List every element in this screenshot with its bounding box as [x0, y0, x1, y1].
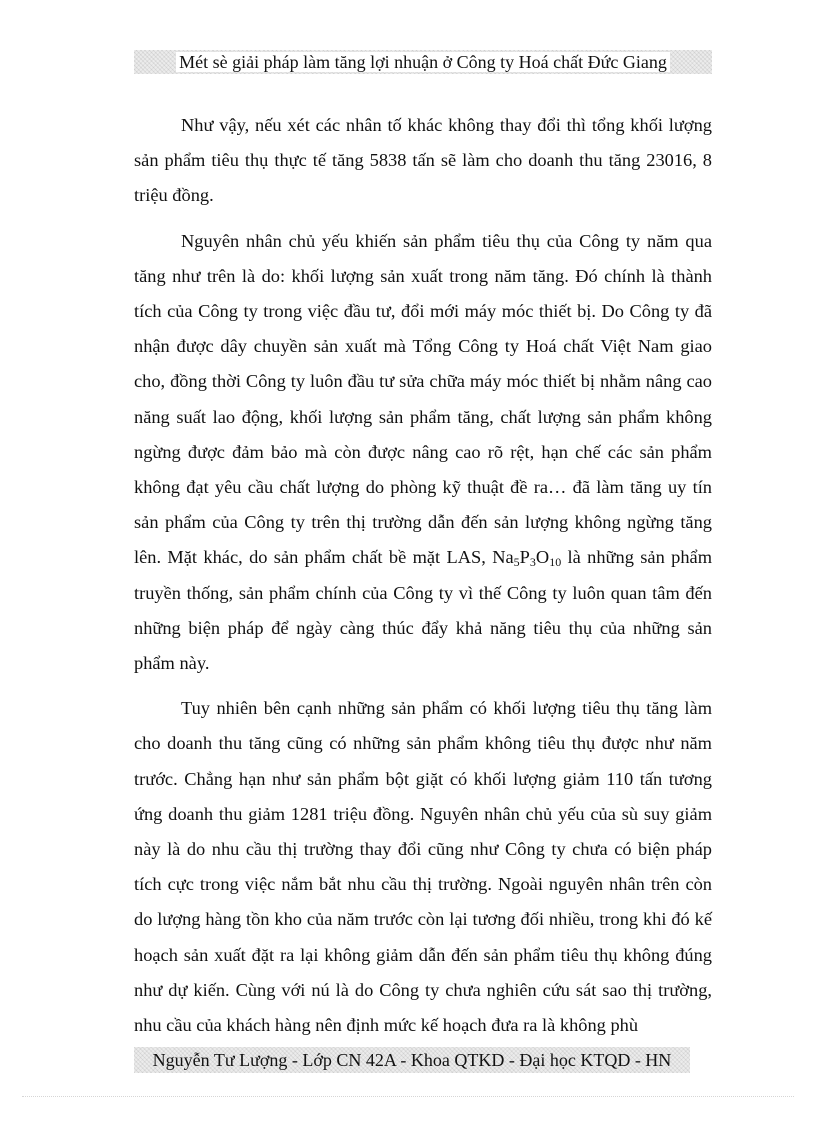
paragraph-2-end: là những sản phẩm truyền thống, sản phẩm chính của Công ty vì thế Công ty luôn quan tâm đến những biện pháp để ngày càng thúc đẩy khả năng tiêu thụ của những sản phẩm này.	[134, 547, 712, 674]
paragraph-2-start: Nguyên nhân chủ yếu khiến sản phẩm tiêu thụ của Công ty năm qua tăng như trên là do: khối lượng sản xuất trong năm tăng. Đó chính là thành tích của Công ty trong việc đầu tư, đổi mới máy móc thiết bị. Do Công ty đã nhận được dây chuyền sản xuất mà Tổng Công ty Hoá chất Việt Nam giao cho, đồng thời Công ty luôn đầu tư sửa chữa máy móc thiết bị nhằm nâng cao năng suất lao động, khối lượng sản phẩm tăng, chất lượng sản phẩm không ngừng được đảm bảo mà còn được nâng cao rõ rệt, hạn chế các sản phẩm không đạt yêu cầu chất lượng do phòng kỹ thuật đề ra… đã làm tăng uy tín sản phẩm của Công ty trên thị trường dẫn đến sản lượng không ngừng tăng lên. Mặt khác, do sản phẩm chất bề mặt LAS, Na	[134, 230, 712, 568]
formula-sub-p: 3	[529, 555, 536, 570]
header-title-text: Mét sè giải pháp làm tăng lợi nhuận ở Công ty Hoá chất Đức Giang	[176, 52, 670, 72]
formula-o: O	[535, 547, 550, 568]
paragraph-3: Tuy nhiên bên cạnh những sản phẩm có khối lượng tiêu thụ tăng làm cho doanh thu tăng cũng có những sản phẩm không tiêu thụ được như năm trước. Chẳng hạn như sản phẩm bột giặt có khối lượng giảm 110 tấn tương ứng doanh thu giảm 1281 triệu đồng. Nguyên nhân chủ yếu của sù suy giảm này là do nhu cầu thị trường thay đổi cũng như Công ty chưa có biện pháp tích cực trong việc nắm bắt nhu cầu thị trường. Ngoài nguyên nhân trên còn do lượng hàng tồn kho của năm trước còn lại tương đối nhiều, trong khi đó kế hoạch sản xuất đặt ra lại không giảm dẫn đến sản phẩm tiêu thụ không đúng như dự kiến. Cùng với nú là do Công ty chưa nghiên cứu sát sao thị trường, nhu cầu của khách hàng nên định mức kế hoạch đưa ra là không phù	[134, 698, 712, 1036]
document-body	[134, 108, 712, 1053]
formula-sub-na: 5	[513, 555, 520, 570]
formula-p: P	[519, 547, 530, 568]
footer-text: Nguyễn Tư Lượng - Lớp CN 42A - Khoa QTKD - Đại học KTQD - HN	[152, 1050, 672, 1070]
paragraph-2	[134, 224, 712, 682]
page-bottom-rule	[22, 1096, 794, 1097]
header-title	[134, 52, 712, 72]
paragraph-1: Như vậy, nếu xét các nhân tố khác không thay đổi thì tổng khối lượng sản phẩm tiêu thụ thực tế tăng 5838 tấn sẽ làm cho doanh thu tăng 23016, 8 triệu đồng.	[134, 115, 712, 206]
page-header	[134, 50, 712, 74]
page-footer	[134, 1047, 690, 1073]
formula-sub-o: 10	[549, 555, 562, 570]
